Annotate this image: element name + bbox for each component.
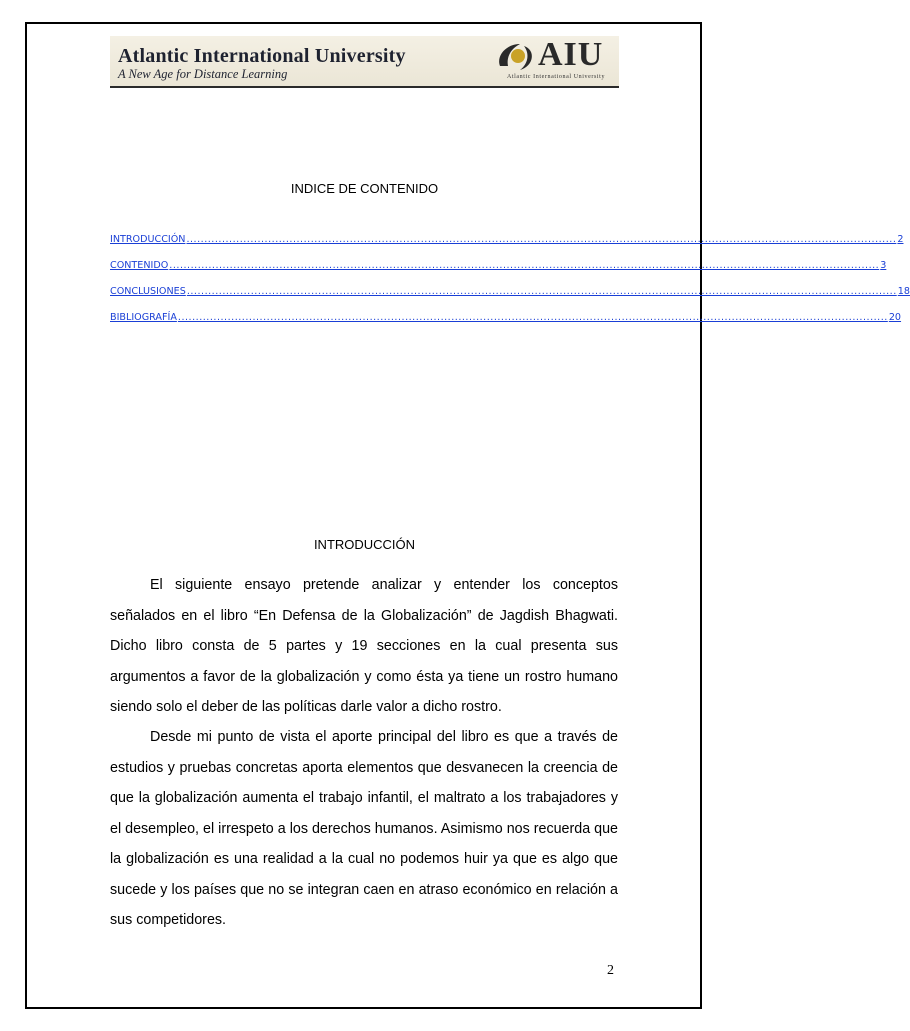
toc-entry-label[interactable]: CONCLUSIONES — [110, 286, 186, 297]
toc-leader-dots: ........................................................................................................................................................................................................ — [186, 286, 897, 297]
toc-entry-page[interactable]: 3 — [880, 260, 887, 271]
introduction-paragraph-1: El siguiente ensayo pretende analizar y entender los conceptos señalados en el libro “En Defensa de la Globalización” de Jagdish Bhagwati. Dicho libro consta de 5 partes y 19 secciones en la cual presenta sus argumentos a favor de la globalización y como ésta ya tiene un rostro humano siendo solo el deber de las políticas darle valor a dicho rostro. — [110, 577, 618, 715]
toc-entry-page[interactable]: 18 — [897, 286, 910, 297]
toc-entry-conclusiones[interactable] — [110, 286, 910, 312]
toc-entry-label[interactable]: CONTENIDO — [110, 260, 169, 271]
toc-entry-introduccion[interactable] — [110, 234, 904, 260]
toc-leader-dots: ........................................................................................................................................................................................................ — [186, 234, 897, 245]
university-tagline: A New Age for Distance Learning — [118, 67, 288, 81]
toc-title: INDICE DE CONTENIDO — [290, 181, 439, 196]
page-number: 2 — [607, 963, 614, 978]
university-header-banner — [110, 36, 619, 88]
introduction-paragraph-2: Desde mi punto de vista el aporte principal del libro es que a través de estudios y pruebas concretas aporta elementos que desvanecen la creencia de que la globalización aumenta el trabajo infantil, el maltrato a los trabajadores y el desempleo, el irrespeto a los derechos humanos. Asimismo nos recuerda que la globalización es una realidad a la cual no podemos huir ya que es algo que sucede y los países que no se integran caen en atraso económico en relación a sus competidores. — [110, 729, 618, 928]
toc-leader-dots: ........................................................................................................................................................................................................ — [177, 312, 888, 323]
toc-entry-page[interactable]: 2 — [897, 234, 904, 245]
toc-entry-label[interactable]: BIBLIOGRAFÍA — [110, 312, 177, 323]
toc-entry-contenido[interactable] — [110, 260, 887, 286]
university-name: Atlantic International University — [118, 45, 406, 67]
aiu-logo-text: AIU — [538, 36, 604, 73]
introduction-heading: INTRODUCCIÓN — [313, 537, 416, 552]
toc-entry-bibliografia[interactable] — [110, 312, 902, 338]
toc-entry-page[interactable]: 20 — [888, 312, 902, 323]
toc-entry-label[interactable]: INTRODUCCIÓN — [110, 234, 186, 245]
aiu-swoosh-icon — [494, 40, 538, 74]
aiu-logo-subtext: Atlantic International University — [506, 74, 606, 80]
toc-list — [110, 234, 910, 338]
toc-leader-dots: ........................................................................................................................................................................................................ — [169, 260, 880, 271]
